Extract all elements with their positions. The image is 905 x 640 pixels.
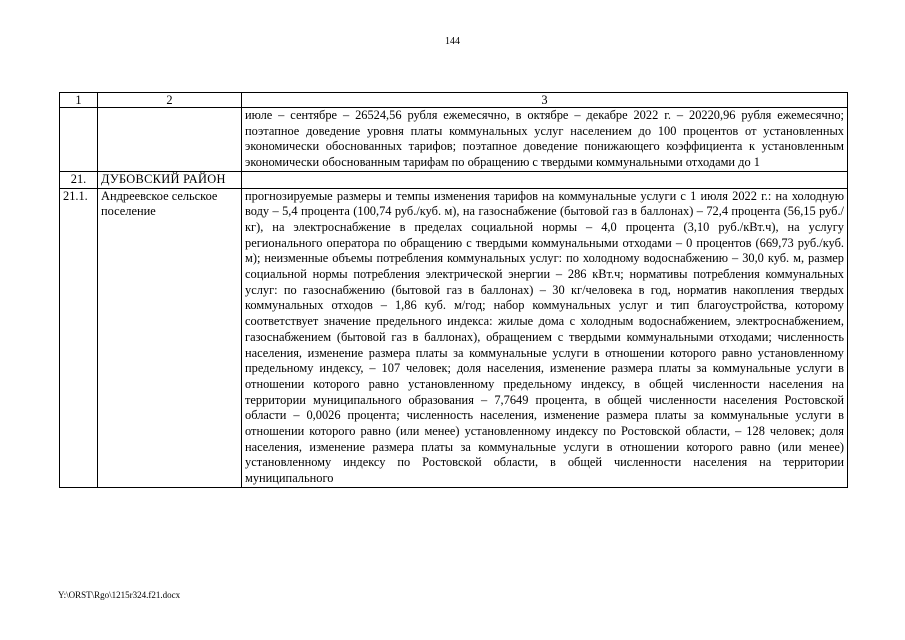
table-header-row [60, 93, 848, 108]
tariff-table [59, 92, 848, 488]
row-name: ДУБОВСКИЙ РАЙОН [98, 171, 242, 188]
table-row [60, 171, 848, 188]
row-text [242, 171, 848, 188]
table-row [60, 108, 848, 172]
header-col-3: 3 [242, 93, 848, 108]
page-number: 144 [445, 36, 460, 47]
row-name [98, 108, 242, 172]
header-col-1: 1 [60, 93, 98, 108]
row-number: 21. [60, 171, 98, 188]
row-number [60, 108, 98, 172]
row-number: 21.1. [60, 188, 98, 487]
table-row [60, 188, 848, 487]
row-text: прогнозируемые размеры и темпы изменения тарифов на коммунальные услуги с 1 июля 2022 г.: на холодную воду – 5,4 процента (100,74 руб./куб. м), на газоснабжение (бытовой газ в баллонах) – 72,4 процента (56,15 руб./кг), на электроснабжение в пределах социальной нормы – 4,0 процента (3,10 руб./кВт.ч), на услугу регионального оператора по обращению с твердыми коммунальными отходами – 0 процентов (669,73 руб./куб. м); неизменные объемы потребления коммунальных услуг: по холодному водоснабжению – 30,0 куб. м, размер социальной нормы потребления электрической энергии – 286 кВт.ч; нормативы потребления коммунальных услуг: по газоснабжению (бытовой газ в баллонах) – 30 кг/человека в год, норматив накопления твердых коммунальных отходов – 1,86 куб. м/год; набор коммунальных услуг и тип благоустройства, которому соответствует значение предельного индекса: жилые дома с холодным водоснабжением, электроснабжением, газоснабжением (бытовой газ в баллонах), обращением с твердыми коммунальными отходами; численность населения, изменение размера платы за коммунальные услуги в отношении которого равно установленному предельному индексу, – 107 человек; доля населения, изменение размера платы за коммунальные услуги в отношении которого равно установленному предельному индексу, в общей численности населения на территории муниципального образования – 7,7649 процента, в общей численности населения Ростовской области – 0,0026 процента; численность населения, изменение размера платы за коммунальные услуги в отношении которого равно (или менее) установленному индексу по Ростовской области, – 128 человек; доля населения, изменение размера платы за коммунальные услуги в отношении которого равно (или менее) установленному индексу по Ростовской области, в общей численности населения на территории муниципального [242, 188, 848, 487]
header-col-2: 2 [98, 93, 242, 108]
file-path-footer: Y:\ORST\Rgo\1215r324.f21.docx [58, 590, 181, 600]
row-text: июле – сентябре – 26524,56 рубля ежемесячно, в октябре – декабре 2022 г. – 20220,96 рубля ежемесячно; поэтапное доведение уровня платы коммунальных услуг населением до 100 процентов от установленных экономически обоснованных тарифов; поэтапное доведение понижающего коэффициента к установленным экономически обоснованным тарифам по обращению с твердыми коммунальными отходами до 1 [242, 108, 848, 172]
row-name: Андреевское сельское поселение [98, 188, 242, 487]
